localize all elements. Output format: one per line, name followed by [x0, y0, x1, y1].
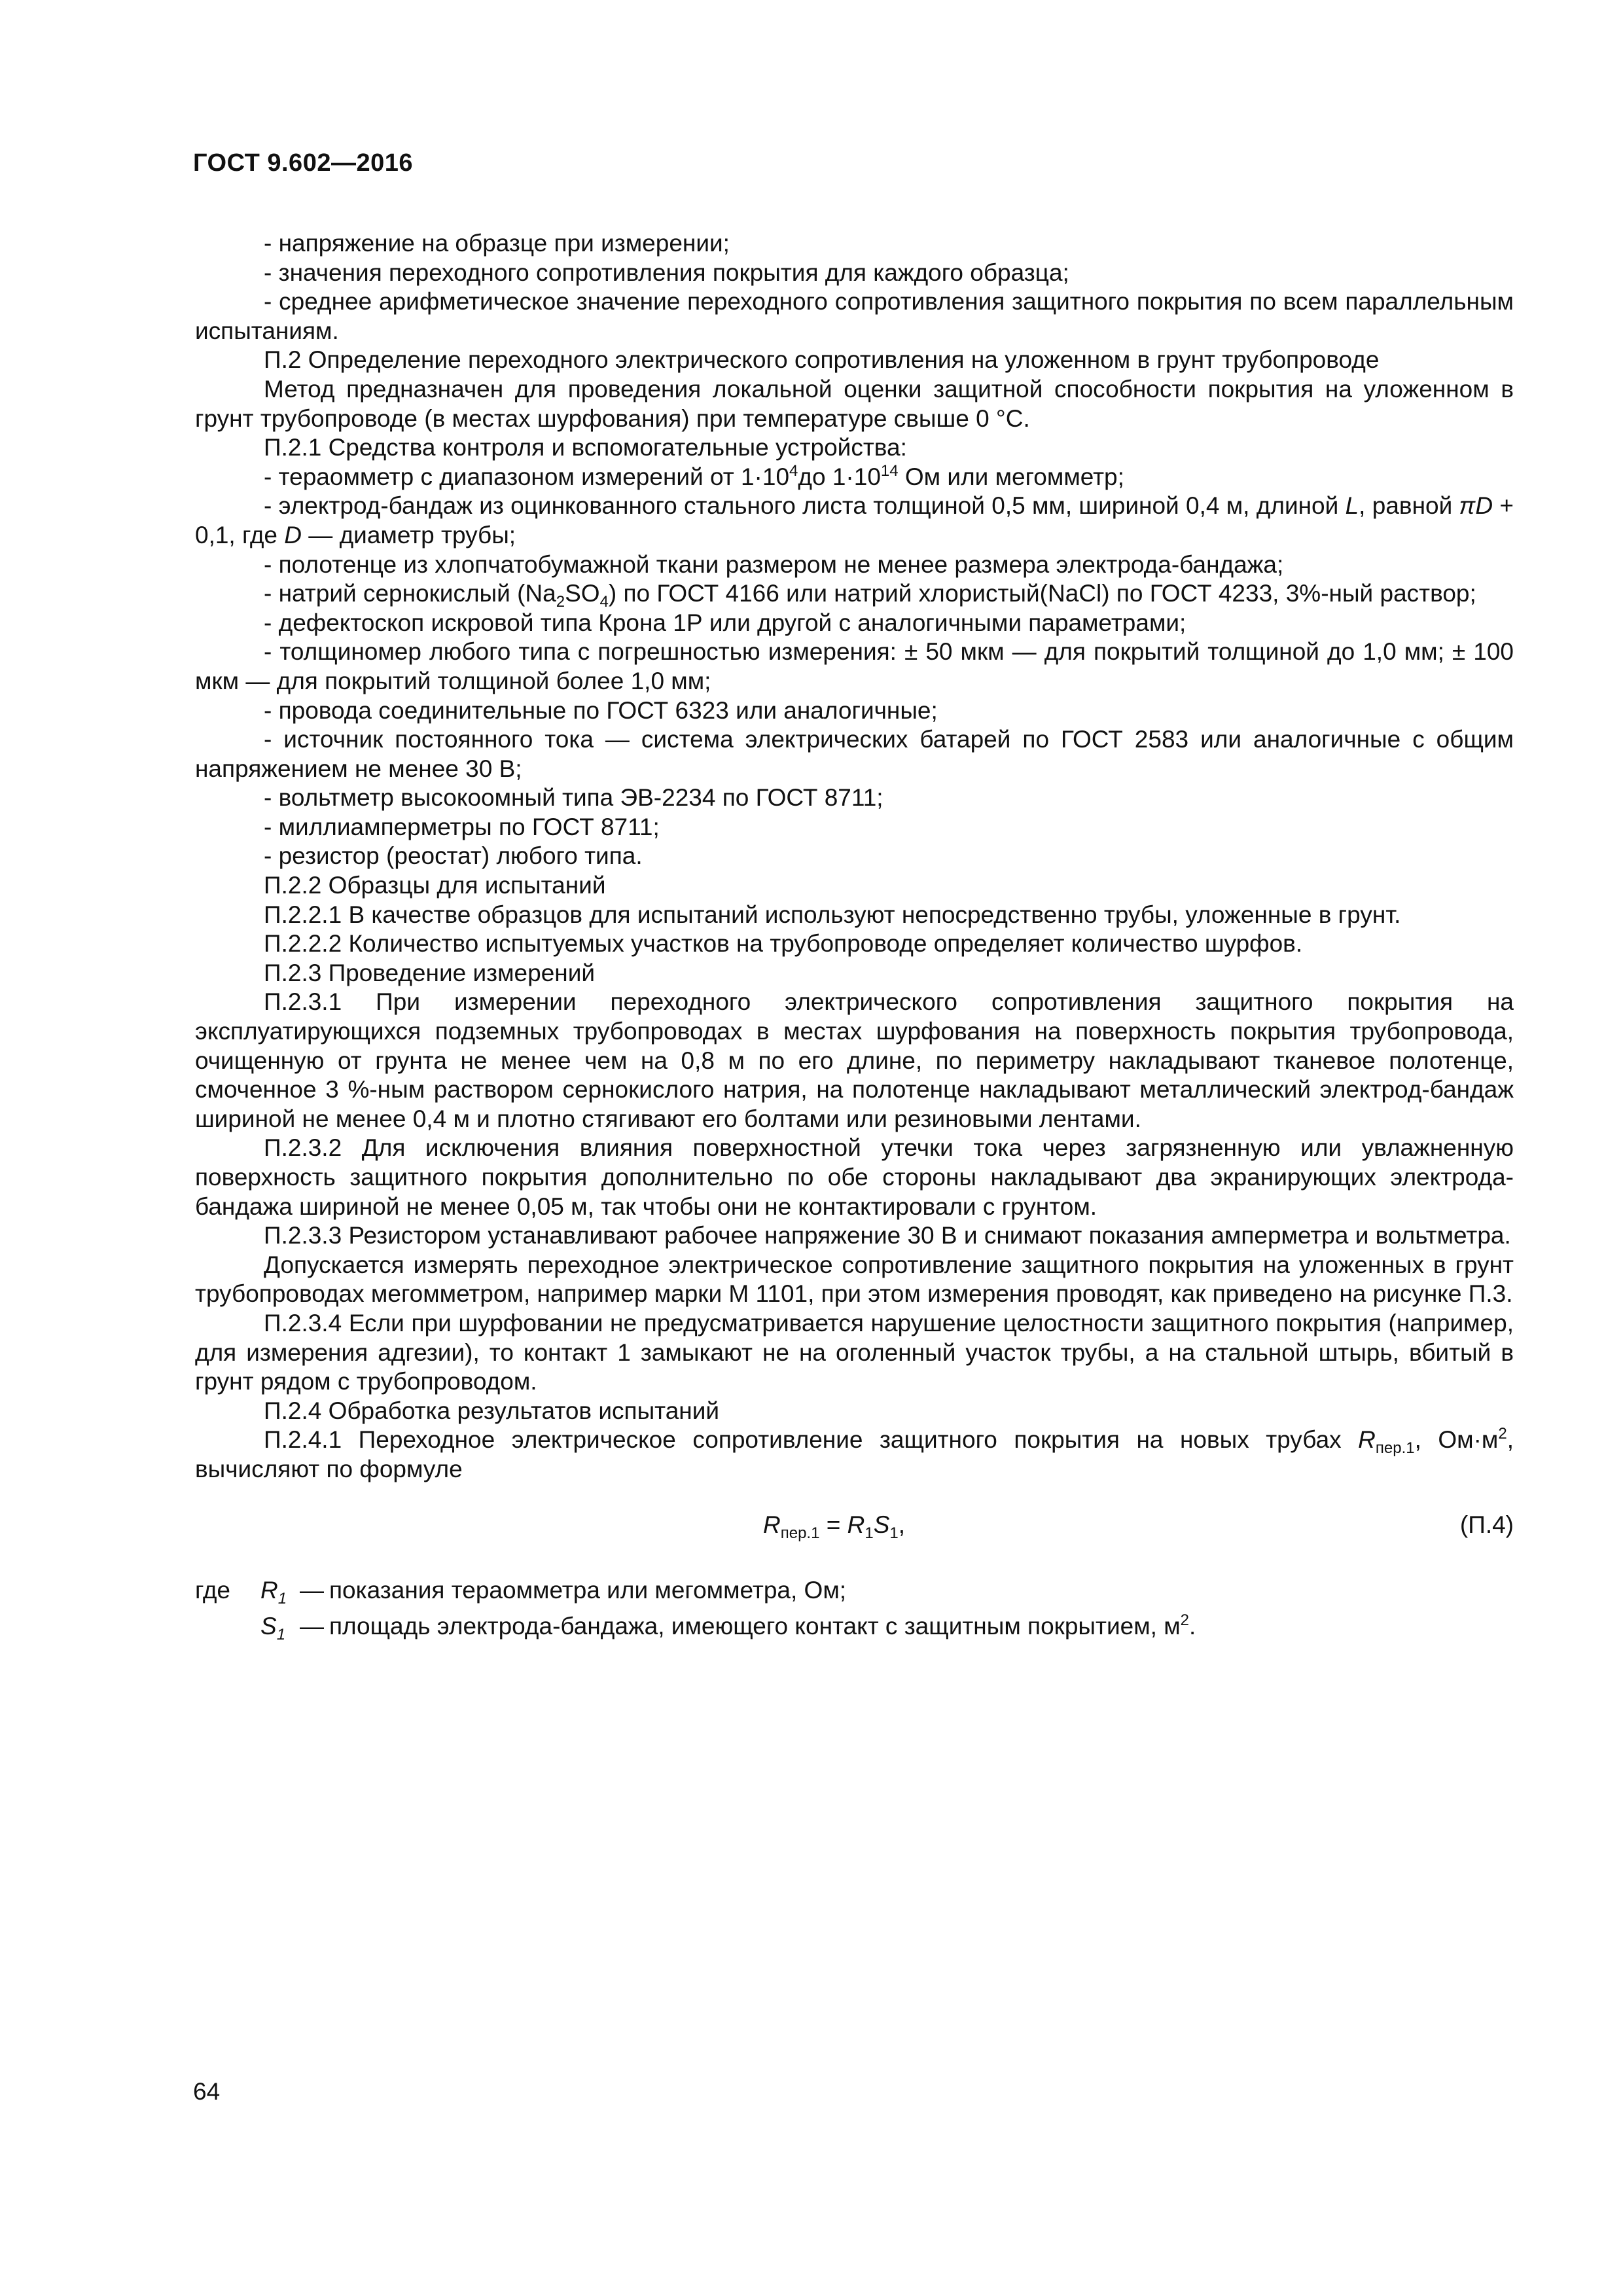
formula-legend	[195, 1576, 1514, 1661]
paragraph: П.2.2.1 В качестве образцов для испытаний используют непосредственно трубы, уложенные в грунт.	[264, 901, 1401, 928]
list-item: - полотенце из хлопчатобумажной ткани размером не менее размера электрода-бандажа;	[264, 550, 1284, 578]
section-heading: П.2.2 Образцы для испытаний	[264, 872, 606, 899]
legend-row-r1: $R_1$ — показания тераомметра или мегомметра, Ом;	[260, 1576, 847, 1607]
legend-label: где	[195, 1576, 231, 1604]
paragraph: П.2.3.3 Резистором устанавливают рабочее напряжение 30 В и снимают показания амперметра и вольтметра.	[264, 1222, 1511, 1249]
list-item: - среднее арифметическое значение переходного сопротивления защитного покрытия по всем параллельным испытаниям.	[195, 288, 1514, 344]
list-item: - вольтметр высокоомный типа ЭВ-2234 по ГОСТ 8711;	[264, 784, 883, 812]
paragraph: П.2.4.1 Переходное электрическое сопротивление защитного покрытия на новых трубах $R_{пер.1}$, $Ом\cdot м^2$, вычисляют по формуле	[195, 1425, 1514, 1482]
list-item: - тераомметр с диапазоном измерений от $1\cdot 10^4до$ $1\cdot 10^{14}$ Ом или мегомметр;	[264, 461, 1124, 490]
list-item: - миллиамперметры по ГОСТ 8711;	[264, 813, 660, 840]
paragraph: П.2.3.4 Если при шурфовании не предусматривается нарушение целостности защитного покрытия (например, для измерения адгезии), то контакт 1 замыкают не на оголенный участок трубы, а на стальной штырь, вбитый в грунт рядом с трубопроводом.	[195, 1309, 1514, 1395]
section-heading: П.2 Определение переходного электрического сопротивления на уложенном в грунт трубопроводе	[264, 346, 1380, 374]
list-item: - напряжение на образце при измерении;	[264, 230, 730, 257]
paragraph: Допускается измерять переходное электрическое сопротивление защитного покрытия на уложенных в грунт трубопроводах мегомметром, например марки М 1101, при этом измерения проводят, как приведено на рисунке П.3.	[195, 1251, 1514, 1308]
section-heading: П.2.3 Проведение измерений	[264, 959, 596, 986]
paragraph: П.2.3.1 При измерении переходного электрического сопротивления защитного покрытия на эксплуатирующихся подземных трубопроводах в местах шурфования на поверхность покрытия трубопровода, очищенную от грунта не менее чем на 0,8 м по его длине, по периметру накладывают тканевое полотенце, смоченное 3 %-ным раствором сернокислого натрия, на полотенце накладывают металлический электрод-бандаж шириной не менее 0,4 м и плотно стягивают его болтами или резиновыми лентами.	[195, 988, 1514, 1132]
document-body	[195, 229, 1514, 1661]
list-item: - электрод-бандаж из оцинкованного стального листа толщиной 0,5 мм, шириной 0,4 м, длиной L, равной πD + 0,1, где D — диаметр трубы;	[195, 492, 1514, 548]
list-item: - толщиномер любого типа с погрешностью измерения: ± 50 мкм — для покрытий толщиной до 1,0 мм; ± 100 мкм — для покрытий толщиной более 1,0 мм;	[195, 638, 1514, 694]
paragraph: П.2.2.2 Количество испытуемых участков на трубопроводе определяет количество шурфов.	[264, 930, 1303, 958]
formula-number: (П.4)	[1459, 1511, 1514, 1538]
formula-p4	[195, 1511, 1514, 1556]
page-number: 64	[193, 2078, 221, 2105]
list-item: - резистор (реостат) любого типа.	[264, 842, 643, 870]
list-item: - значения переходного сопротивления покрытия для каждого образца;	[264, 259, 1069, 286]
standard-header: ГОСТ 9.602—2016	[193, 149, 413, 177]
paragraph: П.2.3.2 Для исключения влияния поверхностной утечки тока через загрязненную или увлажненную поверхность защитного покрытия дополнительно по обе стороны накладывают два экранирующих электрода-бандажа шириной не менее 0,05 м, так чтобы они не контактировали с грунтом.	[195, 1134, 1514, 1220]
list-item: - провода соединительные по ГОСТ 6323 или аналогичные;	[264, 696, 938, 724]
paragraph: Метод предназначен для проведения локальной оценки защитной способности покрытия на уложенном в грунт трубопроводе (в местах шурфования) при температуре свыше 0 °С.	[195, 375, 1514, 432]
section-heading: П.2.4 Обработка результатов испытаний	[264, 1397, 720, 1424]
section-heading: П.2.1 Средства контроля и вспомогательные устройства:	[264, 434, 907, 461]
formula-expression: $R_{пер.1} = R_1S_1$,	[763, 1511, 906, 1542]
list-item: - источник постоянного тока — система электрических батарей по ГОСТ 2583 или аналогичные с общим напряжением не менее 30 В;	[195, 726, 1514, 782]
list-item: - дефектоскоп искровой типа Крона 1Р или другой с аналогичными параметрами;	[264, 609, 1186, 636]
legend-row-s1: $S_1$ — площадь электрода-бандажа, имеющего контакт с защитным покрытием, $м^2$.	[260, 1611, 1196, 1643]
list-item: - натрий сернокислый $(Na_2SO_4)$ по ГОСТ 4166 или натрий хлористый(NaCl) по ГОСТ 4233, 3%-ный раствор;	[264, 580, 1476, 611]
